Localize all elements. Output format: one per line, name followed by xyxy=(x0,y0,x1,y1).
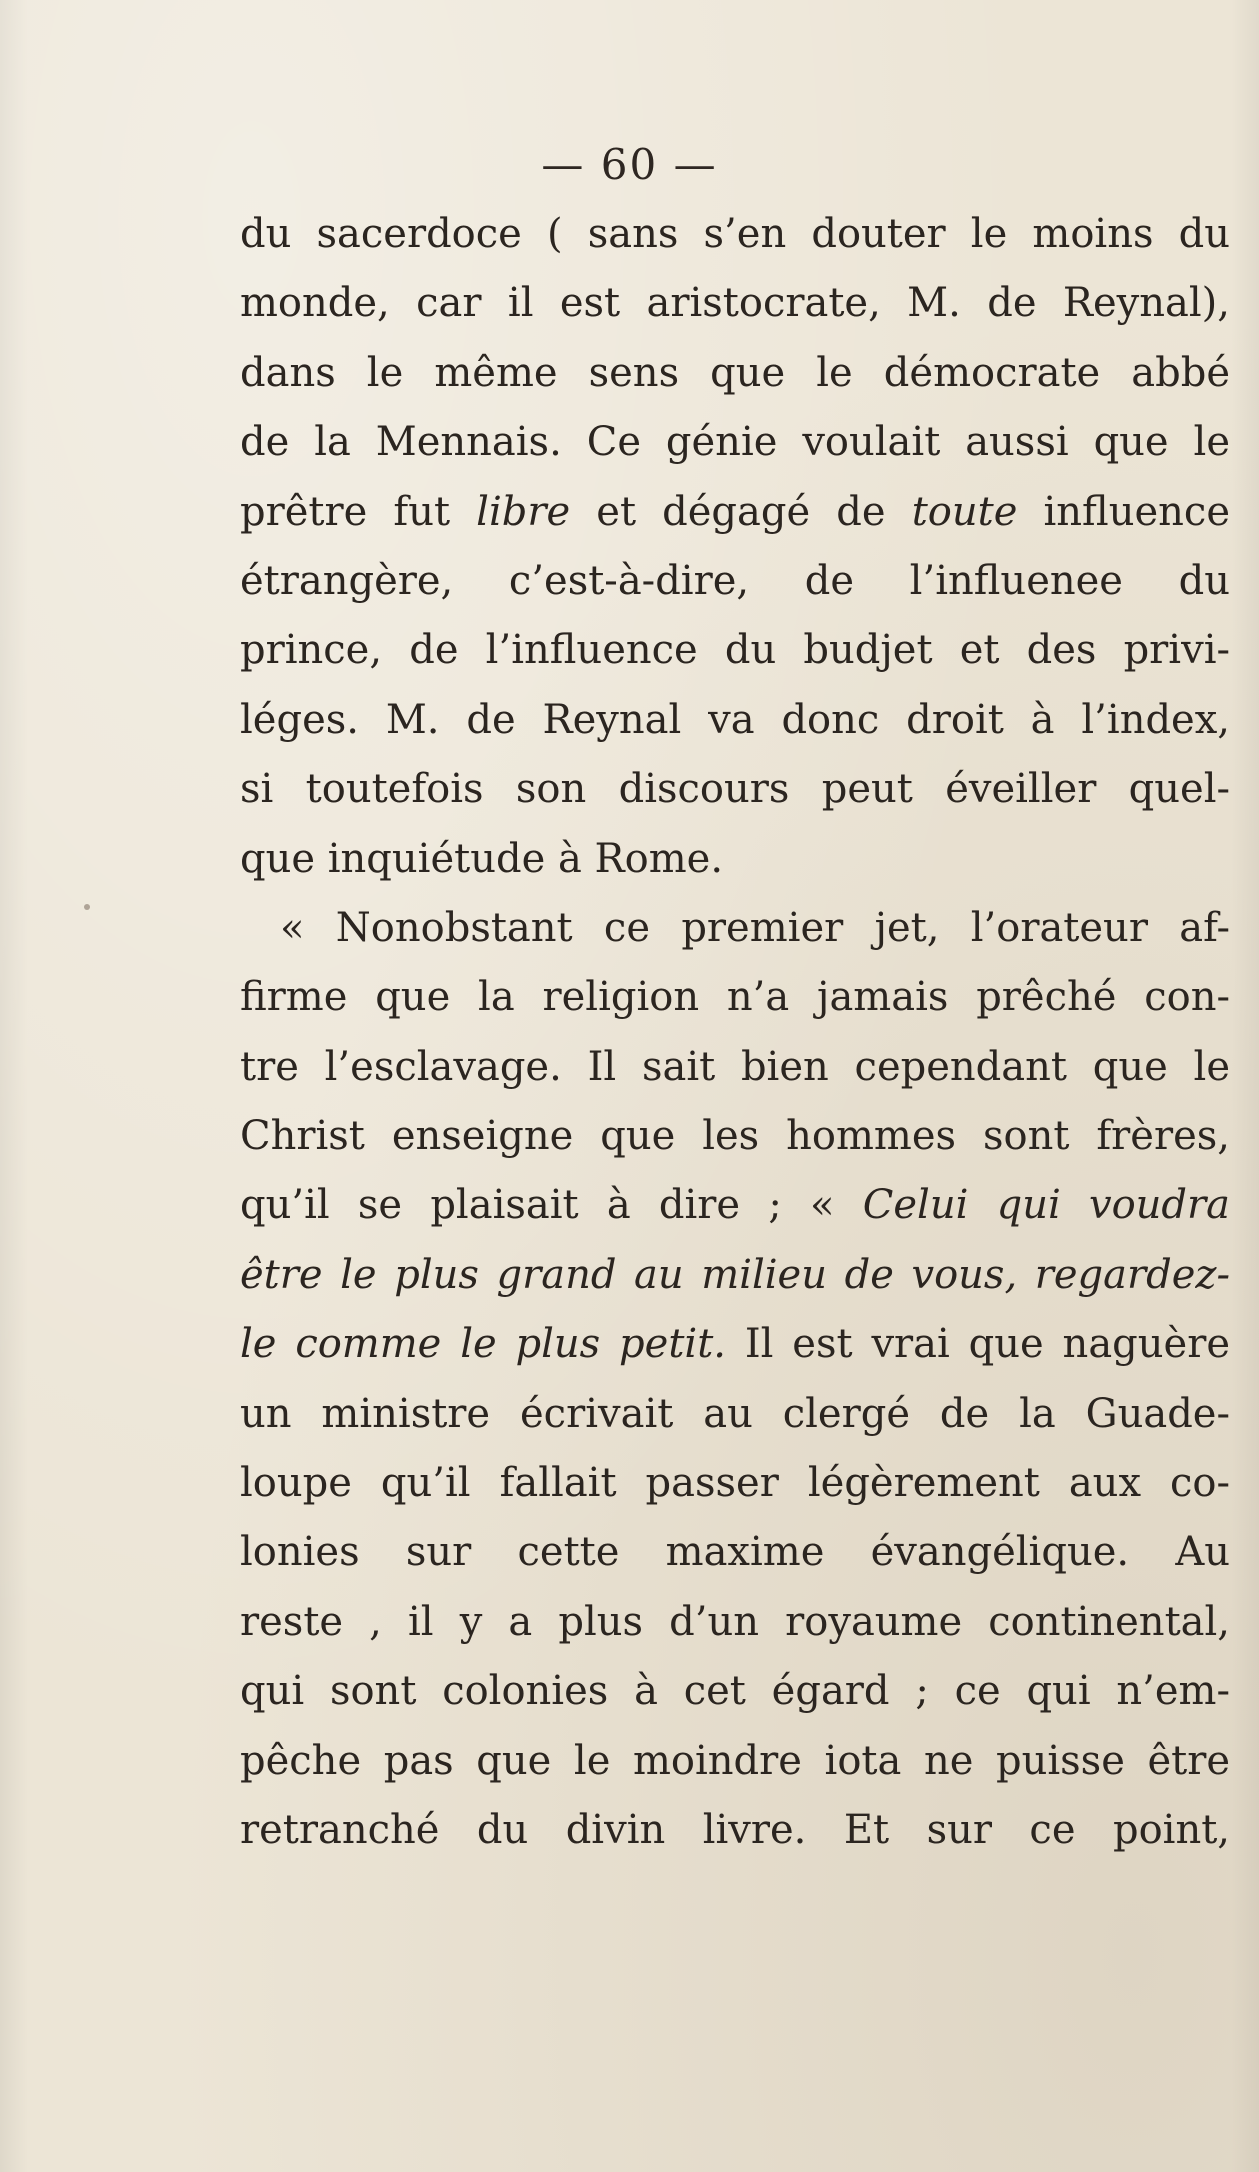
text-line xyxy=(240,1380,1230,1449)
italic-text: Celui qui voudra xyxy=(862,1182,1230,1229)
text-segment: qui sont colonies à cet égard ; ce qui n’em- xyxy=(240,1668,1230,1715)
text-segment: firme que la religion n’a jamais prêché con- xyxy=(240,974,1230,1021)
text-line xyxy=(240,894,1230,963)
text-segment: et dégagé de xyxy=(570,488,912,535)
body-text xyxy=(240,200,1230,1865)
text-segment: prince, de l’influence du budjet et des privi- xyxy=(240,627,1230,674)
text-line xyxy=(240,1033,1230,1102)
paper-speck xyxy=(84,904,90,910)
text-line xyxy=(240,755,1230,824)
text-line xyxy=(240,547,1230,616)
text-segment: lonies sur cette maxime évangélique. Au xyxy=(240,1529,1230,1576)
text-segment: Il est vrai que naguère xyxy=(726,1321,1230,1368)
text-segment: Christ enseigne que les hommes sont frères, xyxy=(240,1113,1230,1160)
text-segment: influence xyxy=(1017,488,1230,535)
text-segment: retranché du divin livre. Et sur ce point, xyxy=(240,1806,1230,1853)
text-segment: tre l’esclavage. Il sait bien cependant que le xyxy=(240,1043,1230,1090)
text-segment: loupe qu’il fallait passer légèrement aux co- xyxy=(240,1460,1230,1507)
text-segment: du sacerdoce ( sans s’en douter le moins du xyxy=(240,211,1230,257)
text-segment: « Nonobstant ce premier jet, l’orateur af- xyxy=(280,904,1230,951)
text-line xyxy=(240,1727,1230,1796)
text-line xyxy=(240,963,1230,1032)
italic-text: libre xyxy=(476,488,571,535)
text-line xyxy=(240,1171,1230,1240)
text-line xyxy=(240,269,1230,338)
text-line xyxy=(240,478,1230,547)
text-segment: reste , il y a plus d’un royaume continental, xyxy=(240,1598,1230,1645)
text-line xyxy=(240,1241,1230,1310)
text-line xyxy=(240,616,1230,685)
italic-text: toute xyxy=(911,488,1018,535)
text-segment: pêche pas que le moindre iota ne puisse être xyxy=(240,1737,1230,1784)
text-segment: prêtre fut xyxy=(240,488,477,535)
text-line xyxy=(240,686,1230,755)
text-line xyxy=(240,1102,1230,1171)
text-segment: que inquiétude à Rome. xyxy=(240,835,724,882)
text-segment: dans le même sens que le démocrate abbé xyxy=(240,349,1230,396)
text-segment: qu’il se plaisait à dire ; « xyxy=(240,1182,863,1229)
text-segment: si toutefois son discours peut éveiller quel- xyxy=(240,766,1230,813)
text-line xyxy=(240,200,1230,269)
text-line xyxy=(240,339,1230,408)
text-segment: de la Mennais. Ce génie voulait aussi que le xyxy=(240,419,1230,466)
text-line xyxy=(240,1449,1230,1518)
text-line xyxy=(240,1657,1230,1726)
italic-text: être le plus grand au milieu de vous, regardez- xyxy=(240,1251,1230,1298)
text-segment: étrangère, c’est-à-dire, de l’influenee du xyxy=(240,557,1230,604)
text-line xyxy=(240,1310,1230,1379)
text-line xyxy=(240,825,1230,894)
text-segment: un ministre écrivait au clergé de la Guade- xyxy=(240,1390,1230,1437)
text-line xyxy=(240,408,1230,477)
text-segment: léges. M. de Reynal va donc droit à l’index, xyxy=(240,696,1230,743)
italic-text: le comme le plus petit. xyxy=(240,1321,726,1368)
text-line xyxy=(240,1588,1230,1657)
text-line xyxy=(240,1796,1230,1865)
page-number: — 60 — xyxy=(541,140,718,189)
text-segment: monde, car il est aristocrate, M. de Reynal), xyxy=(240,280,1230,327)
text-line xyxy=(240,1518,1230,1587)
